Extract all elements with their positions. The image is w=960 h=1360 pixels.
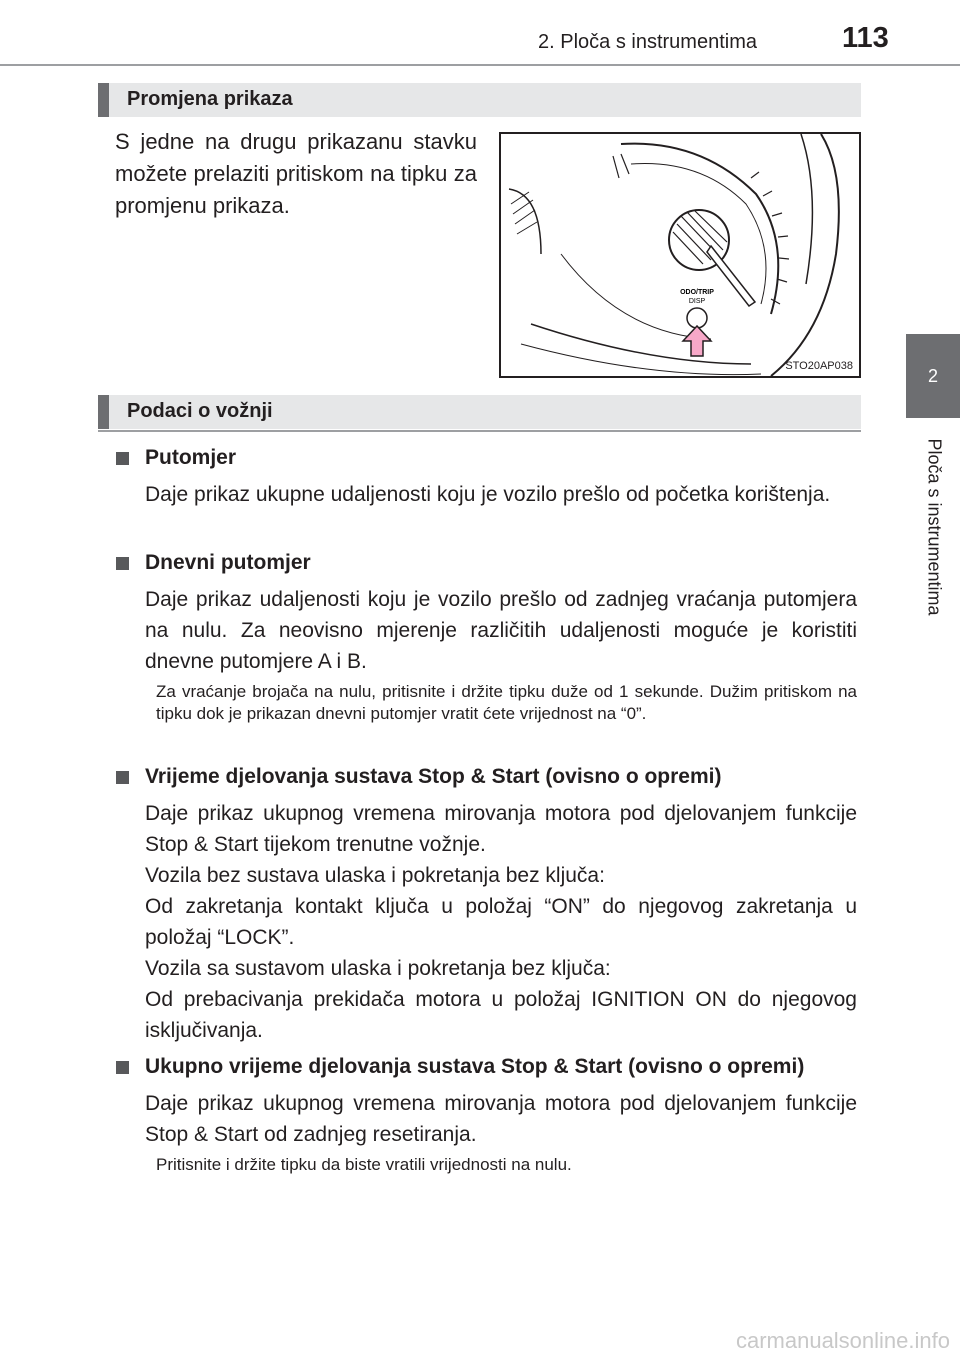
instrument-cluster-illustration	[499, 132, 861, 378]
chapter-tab-number	[906, 334, 960, 418]
square-bullet-icon	[116, 557, 129, 570]
disp-label: DISP	[688, 298, 706, 305]
chapter-tab-label	[906, 420, 960, 634]
item-body	[115, 798, 857, 1046]
section-divider	[98, 430, 861, 432]
square-bullet-icon	[116, 1061, 129, 1074]
chapter-tab-label-text: Ploča s instrumentima	[924, 438, 945, 616]
illustration-code: STO20AP038	[785, 360, 853, 372]
item-heading-text: Dnevni putomjer	[145, 551, 311, 574]
page-number: 113	[842, 22, 889, 54]
section-heading-text: Podaci o vožnji	[127, 400, 273, 422]
section-heading-podaci-o-voznji	[98, 395, 861, 429]
chapter-title: 2. Ploča s instrumentima	[538, 31, 757, 53]
item-body-line: Vozila sa sustavom ulaska i pokretanja bez ključa:	[145, 957, 611, 980]
item-note: Za vraćanje brojača na nulu, pritisnite i držite tipku duže od 1 sekunde. Dužim pritiskom na tipku dok je prikazan dnevni putomjer vratit ćete vrijednost na “0”.	[156, 682, 857, 723]
press-arrow-icon	[683, 326, 711, 356]
list-item-stop-start-vrijeme	[115, 762, 857, 1046]
item-heading-text: Putomjer	[145, 446, 237, 469]
item-heading-text: Vrijeme djelovanja sustava Stop & Start (ovisno o opremi)	[145, 765, 722, 788]
square-bullet-icon	[116, 771, 129, 784]
item-body-line: Daje prikaz ukupnog vremena mirovanja motora pod djelovanjem funkcije Stop & Start tijekom trenutne vožnje.	[145, 802, 857, 856]
list-item-dnevni-putomjer	[115, 548, 857, 725]
section-heading-text: Promjena prikaza	[127, 88, 293, 110]
header-divider	[0, 64, 960, 66]
item-heading	[115, 443, 857, 473]
watermark: carmanualsonline.info	[735, 1328, 950, 1353]
item-heading	[115, 548, 857, 578]
odo-trip-label: ODO/TRIP	[680, 289, 714, 296]
item-body: Daje prikaz ukupne udaljenosti koju je vozilo prešlo od početka korištenja.	[145, 483, 831, 506]
item-heading	[115, 1052, 857, 1082]
item-heading	[115, 762, 857, 792]
list-item-putomjer	[115, 443, 857, 510]
gauge-drawing	[501, 134, 859, 376]
item-body-line: Od prebacivanja prekidača motora u položaj IGNITION ON do njegovog isključivanja.	[145, 988, 857, 1042]
item-body: Daje prikaz ukupnog vremena mirovanja motora pod djelovanjem funkcije Stop & Start od zadnjeg resetiranja.	[145, 1092, 857, 1146]
item-body-line: Od zakretanja kontakt ključa u položaj “ON” do njegovog zakretanja u položaj “LOCK”.	[145, 895, 857, 949]
item-note: Pritisnite i držite tipku da biste vratili vrijednosti na nulu.	[156, 1155, 572, 1174]
square-bullet-icon	[116, 452, 129, 465]
item-body-line: Vozila bez sustava ulaska i pokretanja bez ključa:	[145, 864, 605, 887]
item-body: Daje prikaz udaljenosti koju je vozilo prešlo od zadnjeg vraćanja putomjera na nulu. Za neovisno mjerenje različitih udaljenosti moguće je koristiti dnevne putomjere A i B.	[145, 588, 857, 673]
section-heading-promjena-prikaza	[98, 83, 861, 117]
item-heading-text: Ukupno vrijeme djelovanja sustava Stop & Start (ovisno o opremi)	[145, 1055, 805, 1078]
intro-paragraph: S jedne na drugu prikazanu stavku možete prelaziti pritiskom na tipku za promjenu prikaza.	[115, 129, 477, 218]
list-item-ukupno-stop-start	[115, 1052, 857, 1176]
chapter-tab-number-text: 2	[927, 365, 938, 386]
